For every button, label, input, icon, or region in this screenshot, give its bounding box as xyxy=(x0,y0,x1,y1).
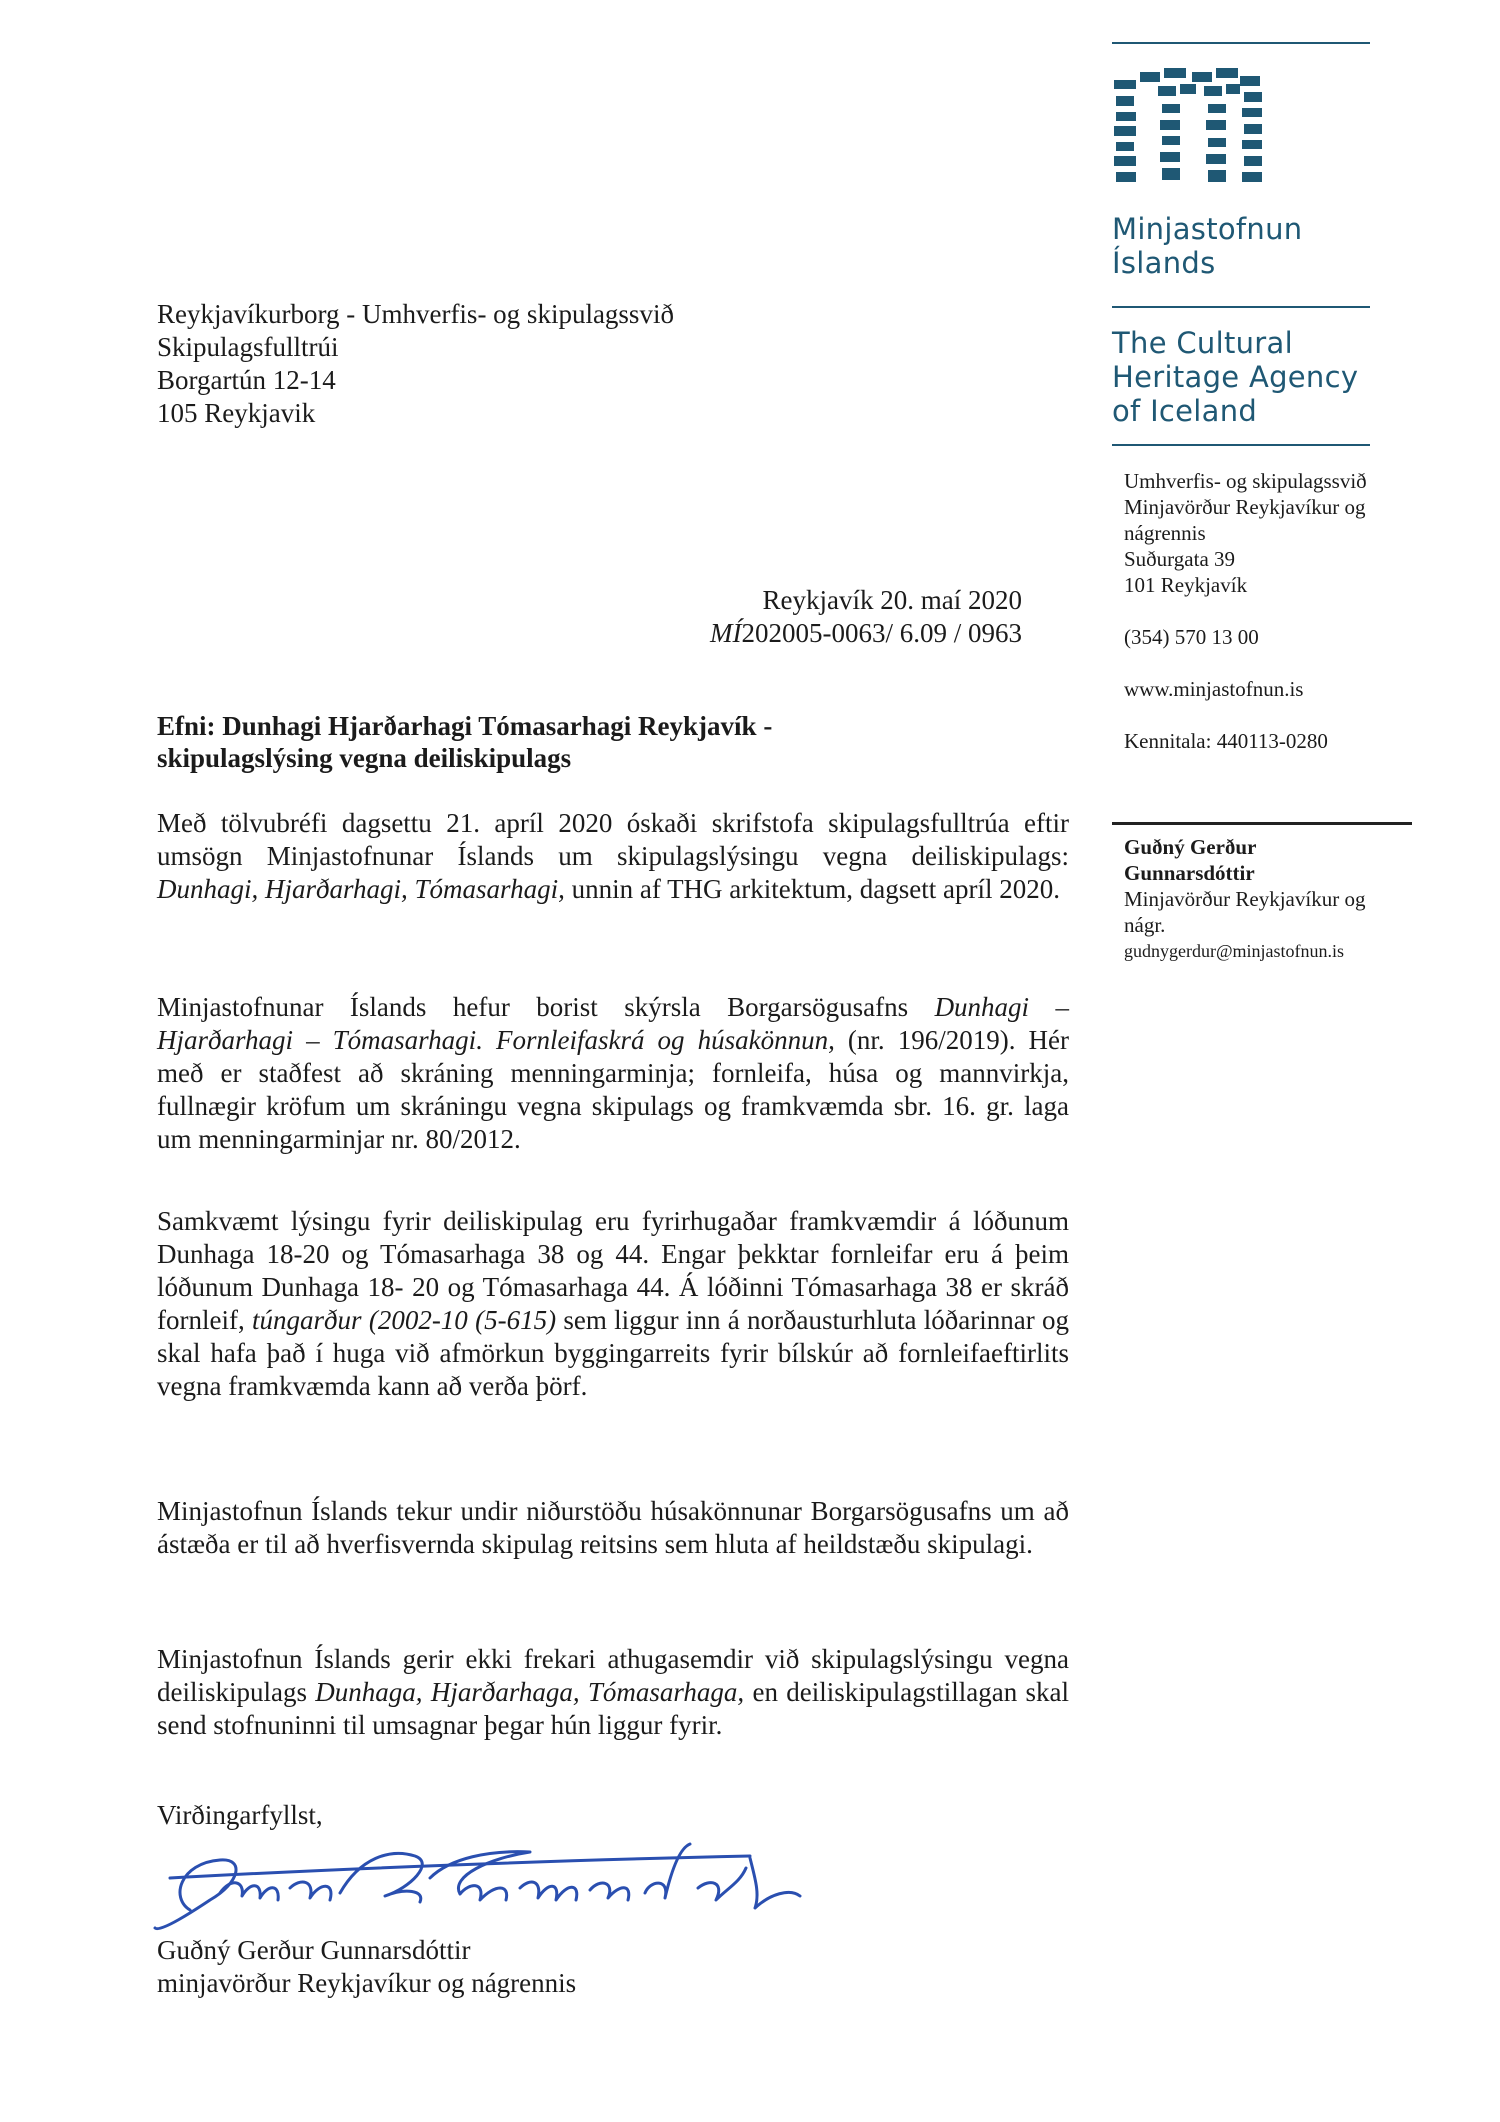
agency-name-is xyxy=(1112,212,1302,280)
paragraph-2 xyxy=(157,991,1069,1156)
agency-name-en xyxy=(1112,326,1358,428)
p1-text-b: unnin af THG arkitektum, dagsett apríl 2020. xyxy=(564,874,1060,904)
contact-email[interactable]: gudnygerdur@minjastofnun.is xyxy=(1124,941,1345,961)
paragraph-4: Minjastofnun Íslands tekur undir niðurstöðu húsakönnunar Borgarsögusafns um að ástæða er til að hverfisvernda skipulag reitsins sem hluta af heildstæðu skipulagi. xyxy=(157,1496,1069,1559)
website-link[interactable]: www.minjastofnun.is xyxy=(1124,677,1304,701)
reference-number xyxy=(710,617,1022,650)
p2-text-b: (nr. 196/2019). Hér með er staðfest að skráning menningarminja; fornleifa, húsa og mannvirkja, fullnægir kröfum um skráningu vegna skipulags og framkvæmda sbr. 16. gr. laga um menningarminjar nr. 80/2012. xyxy=(157,1025,1069,1154)
subject-line-1: Efni: Dunhagi Hjarðarhagi Tómasarhagi Reykjavík - xyxy=(157,711,773,741)
contact-name-line1: Guðný Gerður xyxy=(1124,835,1257,859)
recipient-line-1: Reykjavíkurborg - Umhverfis- og skipulagssvið xyxy=(157,299,674,329)
p2-text-a: Minjastofnunar Íslands hefur borist skýrsla Borgarsögusafns xyxy=(157,992,935,1022)
department-address xyxy=(1124,468,1367,598)
agency-name-en-line1: The Cultural xyxy=(1112,326,1293,360)
agency-name-en-line2: Heritage Agency xyxy=(1112,360,1359,394)
sidebar-top-rule xyxy=(1112,42,1370,44)
p1-text-italic: Dunhagi, Hjarðarhagi, Tómasarhagi, xyxy=(157,874,565,904)
p5-text-b: en deiliskipulagstillagan skal send stofnuninni til umsagnar þegar hún liggur fyrir. xyxy=(157,1677,1069,1740)
p1-text-a: Með tölvubréfi dagsettu 21. apríl 2020 óskaði skrifstofa skipulagsfulltrúa eftir umsögn Minjastofnunar Íslands um skipulagslýsingu vegna deiliskipulags: xyxy=(157,808,1069,871)
reference-rest: 202005-0063/ 6.09 / 0963 xyxy=(741,618,1022,648)
reference-prefix: MÍ xyxy=(710,618,742,648)
dept-line-4: Suðurgata 39 xyxy=(1124,547,1236,571)
signatory-name: Guðný Gerður Gunnarsdóttir xyxy=(157,1935,471,1965)
agency-logo-mark xyxy=(1112,66,1268,186)
p5-text-a: Minjastofnun Íslands gerir ekki frekari athugasemdir við skipulagslýsingu vegna deiliskipulags xyxy=(157,1644,1069,1707)
recipient-line-3: Borgartún 12-14 xyxy=(157,365,336,395)
p3-text-italic: túngarður (2002-10 (5-615) xyxy=(252,1305,557,1335)
contact-role-line2: nágr. xyxy=(1124,913,1166,937)
agency-name-is-line2: Íslands xyxy=(1112,246,1216,280)
contact-name-line2: Gunnarsdóttir xyxy=(1124,861,1255,885)
agency-name-en-line3: of Iceland xyxy=(1112,394,1258,428)
dept-line-3: nágrennis xyxy=(1124,521,1206,545)
p5-text-italic: Dunhaga, Hjarðarhaga, Tómasarhaga, xyxy=(315,1677,745,1707)
contact-rule xyxy=(1112,822,1412,825)
p2-text-italic: Dunhagi – Hjarðarhagi – Tómasarhagi. Fornleifaskrá og húsakönnun, xyxy=(157,992,1070,1055)
dept-line-1: Umhverfis- og skipulagssvið xyxy=(1124,469,1367,493)
subject-line-2: skipulagslýsing vegna deiliskipulags xyxy=(157,743,572,773)
recipient-address xyxy=(157,298,674,430)
sidebar-rule-3 xyxy=(1112,444,1370,446)
kennitala: Kennitala: 440113-0280 xyxy=(1124,729,1328,753)
paragraph-3 xyxy=(157,1205,1069,1403)
dateline xyxy=(710,584,1022,650)
salutation: Virðingarfyllst, xyxy=(157,1800,323,1830)
signatory-block xyxy=(157,1934,576,2000)
sidebar-rule-2 xyxy=(1112,306,1370,308)
p3-text-a: Samkvæmt lýsingu fyrir deiliskipulag eru fyrirhugaðar framkvæmdir á lóðunum Dunhaga 18-20 og Tómasarhaga 38 og 44. Engar þekktar fornleifar eru á þeim lóðunum Dunhaga 18- 20 og Tómasarhaga 44. Á lóðinni Tómasarhaga 38 er skráð fornleif, xyxy=(157,1206,1069,1335)
p3-text-b: sem liggur inn á norðausturhluta lóðarinnar og skal hafa það í huga við afmörkun byggingarreits fyrir bílskúr að fornleifaeftirlits vegna framkvæmda kann að verða þörf. xyxy=(157,1305,1069,1401)
agency-name-is-line1: Minjastofnun xyxy=(1112,212,1303,246)
contact-role-line1: Minjavörður Reykjavíkur og xyxy=(1124,887,1366,911)
paragraph-5 xyxy=(157,1643,1069,1742)
handwritten-signature xyxy=(150,1838,830,1948)
recipient-line-2: Skipulagsfulltrúi xyxy=(157,332,339,362)
paragraph-1 xyxy=(157,807,1069,906)
letter-date: Reykjavík 20. maí 2020 xyxy=(762,585,1022,615)
phone-number: (354) 570 13 00 xyxy=(1124,625,1259,649)
signatory-title: minjavörður Reykjavíkur og nágrennis xyxy=(157,1968,577,1998)
subject-heading xyxy=(157,710,772,774)
recipient-line-4: 105 Reykjavik xyxy=(157,398,316,428)
dept-line-2: Minjavörður Reykjavíkur og xyxy=(1124,495,1366,519)
dept-line-5: 101 Reykjavík xyxy=(1124,573,1248,597)
contact-block xyxy=(1124,834,1365,964)
